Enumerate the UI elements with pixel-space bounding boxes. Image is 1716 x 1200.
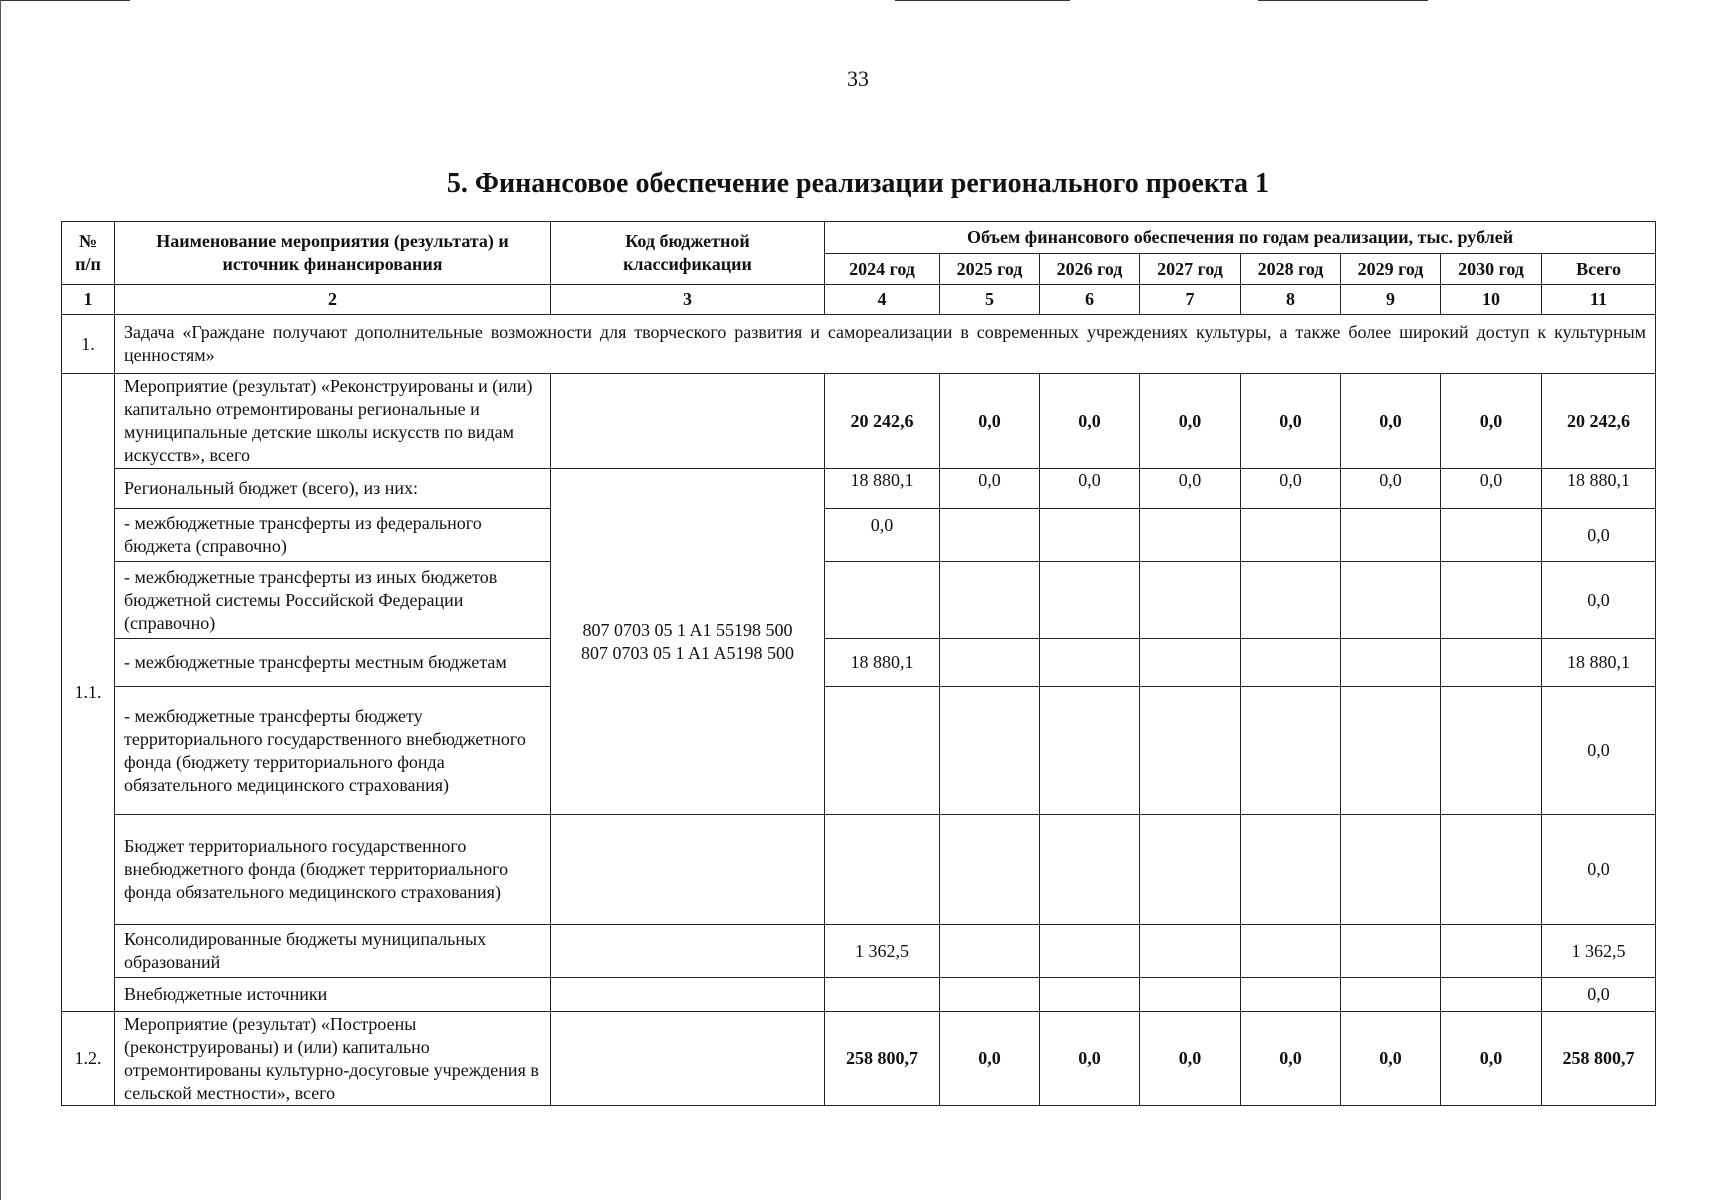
budget-code: 807 0703 05 1 A1 55198 500 bbox=[582, 619, 793, 640]
table-row bbox=[62, 639, 1656, 687]
value-2025 bbox=[940, 925, 1040, 978]
row-name: Региональный бюджет (всего), из них: bbox=[115, 469, 551, 509]
value-2024 bbox=[825, 562, 940, 639]
value-2027 bbox=[1140, 978, 1241, 1012]
value-2028 bbox=[1241, 815, 1341, 925]
col-number: 5 bbox=[940, 285, 1040, 315]
value-2024: 1 362,5 bbox=[825, 925, 940, 978]
row-name: - межбюджетные трансферты местным бюджетам bbox=[115, 639, 551, 687]
value-2027: 0,0 bbox=[1140, 374, 1241, 469]
year-2030: 2030 год bbox=[1441, 254, 1542, 285]
value-total: 0,0 bbox=[1542, 562, 1656, 639]
table-row bbox=[62, 815, 1656, 925]
value-2025 bbox=[940, 815, 1040, 925]
year-2026: 2026 год bbox=[1040, 254, 1140, 285]
value-2025 bbox=[940, 978, 1040, 1012]
value-2025 bbox=[940, 509, 1040, 562]
value-2028 bbox=[1241, 562, 1341, 639]
value-2024: 0,0 bbox=[825, 509, 940, 562]
task-text: Задача «Граждане получают дополнительные возможности для творческого развития и самореализации в современных учреждениях культуры, а также более широкий доступ к культурным ценностям» bbox=[115, 315, 1656, 374]
value-2027 bbox=[1140, 687, 1241, 815]
col-number: 3 bbox=[551, 285, 825, 315]
value-total: 20 242,6 bbox=[1542, 374, 1656, 469]
col-number: 10 bbox=[1441, 285, 1542, 315]
row-name: Консолидированные бюджеты муниципальных образований bbox=[115, 925, 551, 978]
value-2030 bbox=[1441, 815, 1542, 925]
header-num: № п/п bbox=[62, 222, 115, 285]
value-2030: 0,0 bbox=[1441, 374, 1542, 469]
value-2026 bbox=[1040, 639, 1140, 687]
financing-table bbox=[61, 221, 1656, 1106]
value-2029 bbox=[1341, 925, 1441, 978]
table-row bbox=[62, 509, 1656, 562]
value-total: 0,0 bbox=[1542, 815, 1656, 925]
table-row bbox=[62, 978, 1656, 1012]
value-total: 258 800,7 bbox=[1542, 1012, 1656, 1106]
col-number: 1 bbox=[62, 285, 115, 315]
value-2030 bbox=[1441, 509, 1542, 562]
value-2025: 0,0 bbox=[940, 1012, 1040, 1106]
value-2030 bbox=[1441, 639, 1542, 687]
column-numbers-row bbox=[62, 285, 1656, 315]
value-2028: 0,0 bbox=[1241, 469, 1341, 509]
row-name: - межбюджетные трансферты из федерального бюджета (справочно) bbox=[115, 509, 551, 562]
value-2024: 18 880,1 bbox=[825, 469, 940, 509]
table-row bbox=[62, 1012, 1656, 1106]
value-2026 bbox=[1040, 509, 1140, 562]
value-2025: 0,0 bbox=[940, 469, 1040, 509]
table-row bbox=[62, 687, 1656, 815]
value-total: 18 880,1 bbox=[1542, 469, 1656, 509]
header-volume: Объем финансового обеспечения по годам реализации, тыс. рублей bbox=[825, 222, 1656, 254]
value-2030: 0,0 bbox=[1441, 469, 1542, 509]
value-2029 bbox=[1341, 639, 1441, 687]
value-2025 bbox=[940, 562, 1040, 639]
value-2029 bbox=[1341, 509, 1441, 562]
row-name: Бюджет территориального государственного внебюджетного фонда (бюджет территориального фонда обязательного медицинского страхования) bbox=[115, 815, 551, 925]
value-2030 bbox=[1441, 687, 1542, 815]
value-total: 0,0 bbox=[1542, 978, 1656, 1012]
year-2028: 2028 год bbox=[1241, 254, 1341, 285]
value-2027 bbox=[1140, 509, 1241, 562]
value-total: 18 880,1 bbox=[1542, 639, 1656, 687]
task-row bbox=[62, 315, 1656, 374]
table-row bbox=[62, 469, 1656, 509]
value-2030 bbox=[1441, 562, 1542, 639]
value-2027 bbox=[1140, 815, 1241, 925]
value-2028 bbox=[1241, 925, 1341, 978]
col-number: 4 bbox=[825, 285, 940, 315]
value-2029 bbox=[1341, 687, 1441, 815]
value-2028 bbox=[1241, 978, 1341, 1012]
value-2028: 0,0 bbox=[1241, 374, 1341, 469]
value-2027 bbox=[1140, 639, 1241, 687]
value-total: 0,0 bbox=[1542, 687, 1656, 815]
code-cell-empty bbox=[551, 1012, 825, 1106]
value-2024 bbox=[825, 978, 940, 1012]
value-2026 bbox=[1040, 562, 1140, 639]
row-name: - межбюджетные трансферты из иных бюджетов бюджетной системы Российской Федерации (справочно) bbox=[115, 562, 551, 639]
value-2027: 0,0 bbox=[1140, 469, 1241, 509]
value-2027 bbox=[1140, 562, 1241, 639]
value-2030: 0,0 bbox=[1441, 1012, 1542, 1106]
value-total: 0,0 bbox=[1542, 509, 1656, 562]
value-2028 bbox=[1241, 509, 1341, 562]
year-2024: 2024 год bbox=[825, 254, 940, 285]
col-number: 7 bbox=[1140, 285, 1241, 315]
value-2027: 0,0 bbox=[1140, 1012, 1241, 1106]
value-2029 bbox=[1341, 562, 1441, 639]
row-name: Внебюджетные источники bbox=[115, 978, 551, 1012]
header-code: Код бюджетной классификации bbox=[551, 222, 825, 285]
scan-artifact bbox=[1258, 0, 1428, 1]
code-cell-empty bbox=[551, 925, 825, 978]
page-number: 33 bbox=[847, 66, 869, 91]
value-2026 bbox=[1040, 815, 1140, 925]
code-cell-empty bbox=[551, 374, 825, 469]
row-name: Мероприятие (результат) «Построены (реконструированы) и (или) капитально отремонтированы культурно-досуговые учреждения в сельской местности», всего bbox=[115, 1012, 551, 1106]
row-name: Мероприятие (результат) «Реконструированы и (или) капитально отремонтированы региональные и муниципальные детские школы искусств по видам искусств», всего bbox=[115, 374, 551, 469]
year-2025: 2025 год bbox=[940, 254, 1040, 285]
code-cell-empty bbox=[551, 978, 825, 1012]
value-2024: 18 880,1 bbox=[825, 639, 940, 687]
value-2029: 0,0 bbox=[1341, 469, 1441, 509]
value-2026: 0,0 bbox=[1040, 374, 1140, 469]
year-2029: 2029 год bbox=[1341, 254, 1441, 285]
value-2025 bbox=[940, 687, 1040, 815]
col-number: 11 bbox=[1542, 285, 1656, 315]
value-2030 bbox=[1441, 978, 1542, 1012]
page-title: 5. Финансовое обеспечение реализации регионального проекта 1 bbox=[446, 168, 1270, 199]
value-total: 1 362,5 bbox=[1542, 925, 1656, 978]
scan-artifact bbox=[895, 0, 1070, 1]
task-num: 1. bbox=[62, 315, 115, 374]
value-2024 bbox=[825, 815, 940, 925]
table-row bbox=[62, 925, 1656, 978]
code-cell-empty bbox=[551, 815, 825, 925]
value-2026 bbox=[1040, 978, 1140, 1012]
year-2027: 2027 год bbox=[1140, 254, 1241, 285]
value-2026: 0,0 bbox=[1040, 1012, 1140, 1106]
value-2026 bbox=[1040, 925, 1140, 978]
budget-code: 807 0703 05 1 A1 A5198 500 bbox=[580, 642, 794, 663]
budget-code-cell bbox=[551, 469, 825, 815]
row-name: - межбюджетные трансферты бюджету территориального государственного внебюджетного фонда (бюджету территориального фонда обязательного медицинского страхования) bbox=[115, 687, 551, 815]
value-2024: 258 800,7 bbox=[825, 1012, 940, 1106]
item-num: 1.1. bbox=[62, 374, 115, 1012]
value-2029: 0,0 bbox=[1341, 1012, 1441, 1106]
value-2029: 0,0 bbox=[1341, 374, 1441, 469]
value-2027 bbox=[1140, 925, 1241, 978]
value-2029 bbox=[1341, 978, 1441, 1012]
value-2024: 20 242,6 bbox=[825, 374, 940, 469]
header-row bbox=[62, 222, 1656, 254]
col-number: 2 bbox=[115, 285, 551, 315]
value-2028: 0,0 bbox=[1241, 1012, 1341, 1106]
table-row bbox=[62, 562, 1656, 639]
col-number: 9 bbox=[1341, 285, 1441, 315]
value-2026 bbox=[1040, 687, 1140, 815]
item-num: 1.2. bbox=[62, 1012, 115, 1106]
header-name: Наименование мероприятия (результата) и источник финансирования bbox=[115, 222, 551, 285]
year-total: Всего bbox=[1542, 254, 1656, 285]
value-2025 bbox=[940, 639, 1040, 687]
value-2024 bbox=[825, 687, 940, 815]
col-number: 8 bbox=[1241, 285, 1341, 315]
value-2028 bbox=[1241, 639, 1341, 687]
value-2025: 0,0 bbox=[940, 374, 1040, 469]
scan-artifact bbox=[0, 0, 130, 1]
value-2026: 0,0 bbox=[1040, 469, 1140, 509]
value-2030 bbox=[1441, 925, 1542, 978]
table-row bbox=[62, 374, 1656, 469]
value-2029 bbox=[1341, 815, 1441, 925]
value-2028 bbox=[1241, 687, 1341, 815]
col-number: 6 bbox=[1040, 285, 1140, 315]
